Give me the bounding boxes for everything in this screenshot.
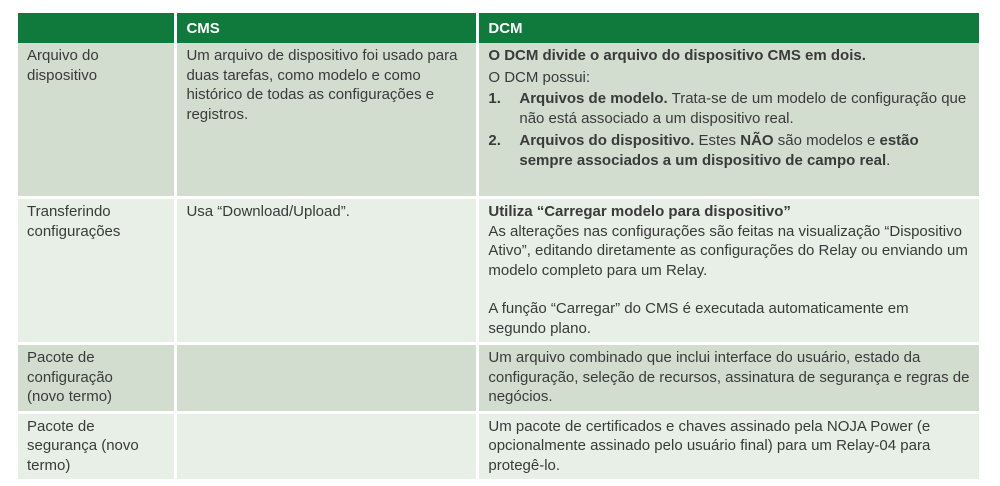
dcm-cell [479,43,979,199]
table-row [18,43,979,199]
cms-cell [177,345,479,414]
list-item-text: Trata-se de um modelo de configuração que não está associado a um dispositivo real. [519,90,967,127]
table-row [18,414,979,483]
header-cms: CMS [177,13,479,43]
table-row [18,199,979,345]
cms-cell [177,414,479,483]
cms-cell: Um arquivo de dispositivo foi usado para duas tarefas, como modelo e como histórico de todas as configurações e registros. [177,43,479,199]
list-item [488,89,970,128]
row-label: Transferindo configurações [18,199,177,345]
dcm-cell: Um arquivo combinado que inclui interface do usuário, estado da configuração, seleção de recursos, assinatura de segurança e regras de negócios. [479,345,979,414]
header-empty-cell [18,13,177,43]
list-number: 1. [488,90,501,107]
list-number: 2. [488,132,501,149]
row-label: Pacote de segurança (novo termo) [18,414,177,483]
table-row [18,345,979,414]
dcm-cell [479,199,979,345]
dcm-headline: O DCM divide o arquivo do dispositivo CMS em dois. [488,47,866,64]
list-item-text: são modelos e [773,132,880,149]
list-item-emphasis: estão sempre associados a um dispositivo de campo real [519,132,919,169]
list-item-text: . [886,151,891,169]
list-item-emphasis: NÃO [740,132,774,149]
dcm-cell: Um pacote de certificados e chaves assinado pela NOJA Power (e opcionalmente assinado pelo usuário final) para um Relay-04 para protegê-lo. [479,414,979,483]
list-item-text: Estes [694,132,741,149]
paragraph-spacer [488,280,970,299]
list-item-title: Arquivos do dispositivo. [519,132,695,149]
dcm-headline: Utiliza “Carregar modelo para dispositivo” [488,203,791,220]
list-item-title: Arquivos de modelo. [519,90,668,107]
dcm-paragraph: As alterações nas configurações são feitas na visualização “Dispositivo Ativo”, editando diretamente as configurações do Relay ou enviando um modelo completo para um Relay. [488,222,968,279]
dcm-list [488,89,970,170]
comparison-table [18,13,979,482]
cms-cell: Usa “Download/Upload”. [177,199,479,345]
row-label: Arquivo do dispositivo [18,43,177,199]
dcm-intro: O DCM possui: [488,68,591,86]
header-row [18,13,979,43]
header-dcm: DCM [479,13,979,43]
list-item [488,131,970,170]
row-label: Pacote de configuração (novo termo) [18,345,177,414]
dcm-paragraph: A função “Carregar” do CMS é executada automaticamente em segundo plano. [488,300,909,337]
